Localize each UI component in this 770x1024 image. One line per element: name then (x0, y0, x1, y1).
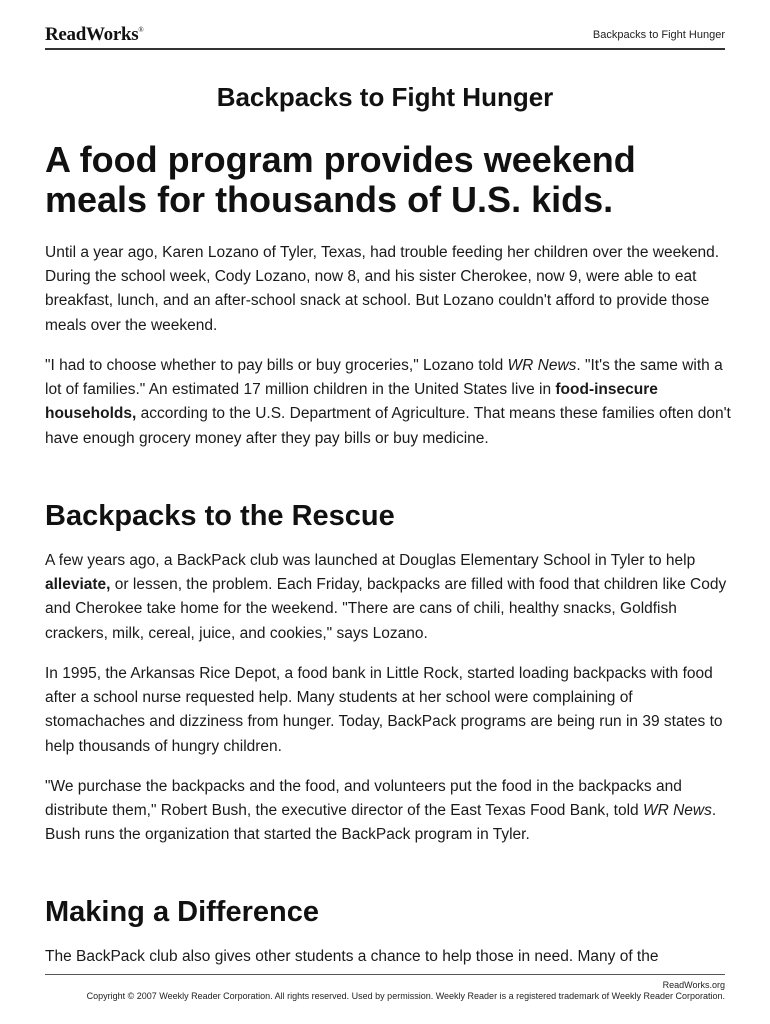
running-header-title: Backpacks to Fight Hunger (592, 29, 725, 41)
publication-name: WR News (507, 357, 577, 374)
header-divider (45, 48, 725, 50)
paragraph-5 (45, 775, 735, 848)
paragraph-5-text-a: "We purchase the backpacks and the food, and volunteers put the food in the backpacks and distribute them," Robert Bush, the executive director of the East Texas Food Bank, told (45, 778, 682, 820)
paragraph-3 (45, 549, 735, 646)
logo-text: ReadWorks (45, 24, 139, 45)
article-subtitle: A food program provides weekend meals for thousands of U.S. kids. (45, 139, 636, 220)
paragraph-1: Until a year ago, Karen Lozano of Tyler, Texas, had trouble feeding her children over the weekend. During the school week, Cody Lozano, now 8, and his sister Cherokee, now 9, were able to eat breakfast, lunch, and an after-school snack at school. But Lozano couldn't afford to provide those meals over the weekend. (45, 244, 720, 334)
paragraph-3-text-a: A few years ago, a BackPack club was launched at Douglas Elementary School in Tyler to help (45, 552, 696, 569)
footer-divider (45, 974, 725, 975)
paragraph-2-text-e: according to the U.S. Department of Agriculture. That means these families often don't have enough grocery money after they pay bills or buy medicine. (45, 405, 731, 447)
section-heading-difference: Making a Difference (45, 896, 319, 928)
section-heading-rescue: Backpacks to the Rescue (45, 500, 395, 532)
vocab-term-alleviate: alleviate, (45, 576, 111, 594)
paragraph-2-text-a: "I had to choose whether to pay bills or buy groceries," Lozano told (45, 357, 508, 374)
paragraph-6: The BackPack club also gives other students a chance to help those in need. Many of the (45, 948, 659, 965)
paragraph-4: In 1995, the Arkansas Rice Depot, a food bank in Little Rock, started loading backpacks with food after a school nurse requested help. Many students at her school were complaining of stomachaches and dizziness from hunger. Today, BackPack programs are being run in 39 states to help thousands of hungry children. (45, 665, 723, 755)
article-title: Backpacks to Fight Hunger (216, 82, 554, 112)
readworks-logo (45, 24, 143, 46)
paragraph-2 (45, 354, 735, 451)
paragraph-3-text-c: or lessen, the problem. Each Friday, backpacks are filled with food that children like Cody and Cherokee take home for the weekend. "There are cans of chili, healthy snacks, Goldfish crackers, milk, cereal, juice, and cookies," says Lozano. (45, 576, 727, 642)
publication-name: WR News (642, 802, 712, 820)
vocab-term-food-insecure: food-insecure households, (45, 381, 658, 423)
footer-copyright: Copyright © 2007 Weekly Reader Corporation. All rights reserved. Used by permission. Weekly Reader is a registered trademark of Weekly Reader Corporation. (86, 991, 725, 1001)
logo-registered-mark: ® (138, 26, 144, 34)
paragraph-5-text-c: . Bush runs the organization that started the BackPack program in Tyler. (45, 802, 717, 844)
paragraph-2-text-c: . "It's the same with a lot of families." An estimated 17 million children in the United States live in (45, 357, 723, 399)
footer-site-link[interactable]: ReadWorks.org (662, 980, 725, 990)
